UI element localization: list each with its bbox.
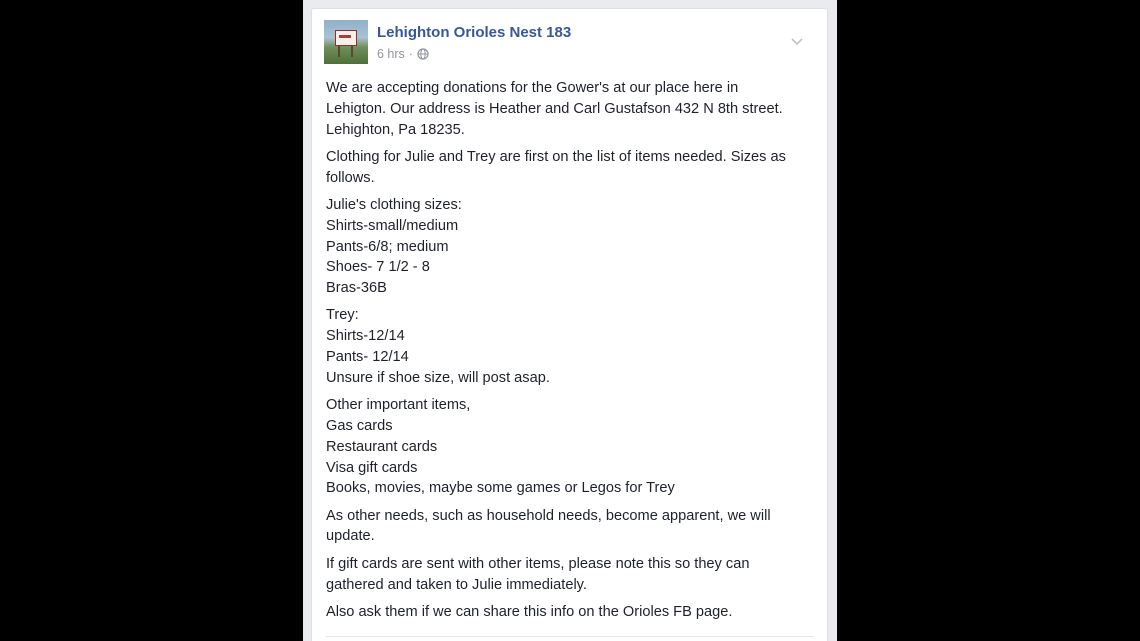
post-text-line: gathered and taken to Julie immediately.	[326, 576, 587, 593]
post-paragraph	[326, 305, 814, 388]
news-feed-column	[303, 0, 837, 641]
meta-separator: ·	[408, 47, 413, 61]
post-text-line: Bras-36B	[326, 280, 387, 297]
post-text-line: Unsure if shoe size, will post asap.	[326, 369, 550, 386]
post-text-line: Shoes- 7 1/2 - 8	[326, 259, 430, 276]
post-text-line: Lehighton, Pa 18235.	[326, 121, 465, 138]
post-text-line: update.	[326, 528, 375, 545]
post-text-line: Shirts-12/14	[326, 328, 405, 345]
post-paragraph	[326, 395, 814, 499]
post-text-line: Gas cards	[326, 417, 393, 434]
post-text-line: Restaurant cards	[326, 438, 438, 455]
globe-icon[interactable]	[417, 48, 429, 60]
post-text-line: Pants-6/8; medium	[326, 238, 449, 255]
post-meta	[377, 47, 429, 61]
post-text-line: Visa gift cards	[326, 459, 418, 476]
post-header	[324, 20, 814, 66]
post-text-line: Other important items,	[326, 397, 471, 414]
post-paragraph	[326, 78, 814, 140]
post-text-line: Shirts-small/medium	[326, 217, 459, 234]
post-text-line: follows.	[326, 169, 375, 186]
post-text-line: We are accepting donations for the Gower's at our place here in	[326, 80, 739, 96]
post-text-line: Julie's clothing sizes:	[326, 196, 462, 213]
post-divider	[326, 636, 814, 637]
post-text	[326, 78, 814, 629]
avatar-sign-graphic	[335, 30, 357, 46]
post-text-line: As other needs, such as household needs, become apparent, we will	[326, 507, 771, 524]
post-text-line: Trey:	[326, 307, 359, 324]
post-timestamp[interactable]: 6 hrs	[377, 47, 405, 61]
facebook-post-card	[311, 8, 828, 641]
post-paragraph	[326, 554, 814, 596]
post-text-line: Also ask them if we can share this info on the Orioles FB page.	[326, 603, 733, 620]
post-paragraph	[326, 602, 814, 623]
chevron-down-icon[interactable]	[790, 34, 804, 44]
post-text-line: If gift cards are sent with other items, please note this so they can	[326, 555, 750, 572]
page-avatar[interactable]	[324, 20, 368, 64]
post-text-line: Lehigton. Our address is Heather and Carl Gustafson 432 N 8th street.	[326, 100, 783, 117]
post-text-line: Pants- 12/14	[326, 349, 409, 366]
post-paragraph	[326, 506, 814, 548]
post-paragraph	[326, 147, 814, 189]
post-text-line: Books, movies, maybe some games or Legos for Trey	[326, 480, 675, 497]
post-text-line: Clothing for Julie and Trey are first on the list of items needed. Sizes as	[326, 148, 786, 165]
post-paragraph	[326, 195, 814, 299]
page-name-link[interactable]: Lehighton Orioles Nest 183	[377, 24, 572, 41]
